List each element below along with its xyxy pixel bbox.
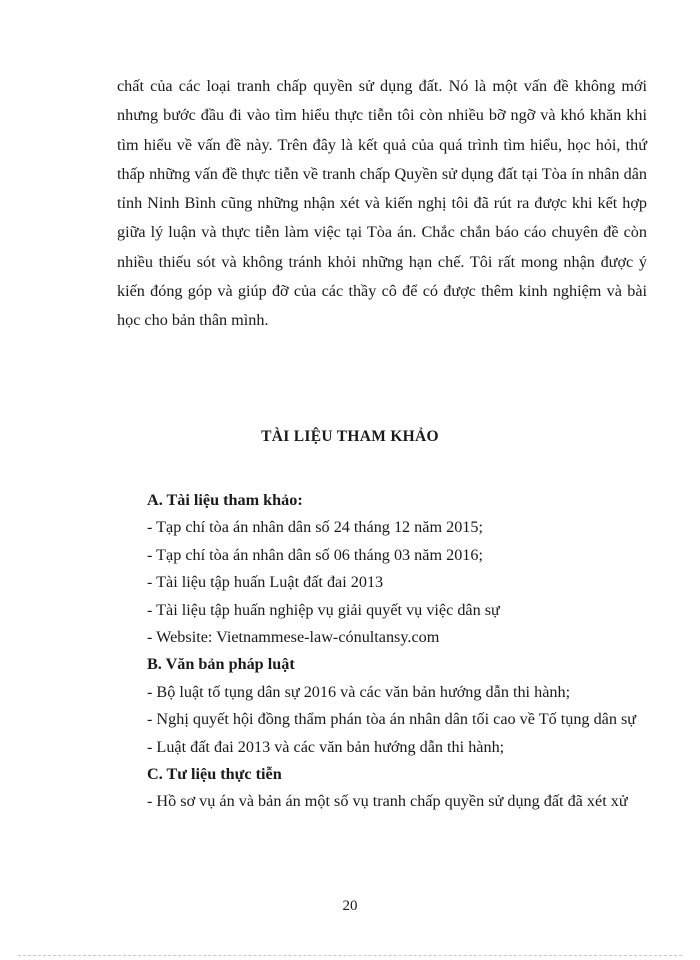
reference-item: - Nghị quyết hội đồng thẩm phán tòa án nhân dân tối cao về Tố tụng dân sự xyxy=(147,710,637,729)
reference-item: - Tài liệu tập huấn nghiệp vụ giải quyết vụ việc dân sự xyxy=(147,600,500,619)
section-a-title: A. Tài liệu tham khảo: xyxy=(147,491,303,509)
conclusion-paragraph: chất của các loại tranh chấp quyền sử dụng đất. Nó là một vấn đề không mới nhưng bước đầu đi vào tìm hiểu thực tiễn tôi còn nhiều bỡ ngỡ và khó khăn khi tìm hiểu về vấn đề này. Trên đây là kết quả của quá trình tìm hiểu, học hỏi, thứ thấp những vấn đề thực tiễn về tranh chấp Quyền sử dụng đất tại Tòa ín nhân dân tỉnh Ninh Bình cũng những nhận xét và kiến nghị tôi đã rút ra được khi kết hợp giữa lý luận và thực tiễn làm việc tại Tòa án. Chắc chắn báo cáo chuyên đề còn nhiều thiếu sót và không tránh khỏi những hạn chế. Tôi rất mong nhận được ý kiến đóng góp và giúp đỡ của các thầy cô để có được thêm kinh nghiệm và bài học cho bản thân mình. xyxy=(117,77,647,330)
reference-item-website: - Website: Vietnammese-law-cónultansy.com xyxy=(147,628,440,647)
reference-item: - Tạp chí tòa án nhân dân số 24 tháng 12 năm 2015; xyxy=(147,518,483,537)
reference-item: - Hồ sơ vụ án và bản án một số vụ tranh chấp quyền sử dụng đất đã xét xử xyxy=(147,792,628,811)
page-bottom-divider xyxy=(18,955,682,956)
reference-item: - Tạp chí tòa án nhân dân số 06 tháng 03 năm 2016; xyxy=(147,545,483,564)
section-b-title: B. Văn bản pháp luật xyxy=(147,655,295,674)
references-list xyxy=(117,487,647,816)
reference-item: - Bộ luật tố tụng dân sự 2016 và các văn bản hướng dẫn thi hành; xyxy=(147,682,571,701)
page-number: 20 xyxy=(342,898,358,914)
reference-item: - Luật đất đai 2013 và các văn bản hướng dẫn thi hành; xyxy=(147,737,505,756)
section-c-title: C. Tư liệu thực tiễn xyxy=(147,765,282,784)
reference-item: - Tài liệu tập huấn Luật đất đai 2013 xyxy=(147,573,384,592)
references-heading: TÀI LIỆU THAM KHẢO xyxy=(261,428,439,445)
